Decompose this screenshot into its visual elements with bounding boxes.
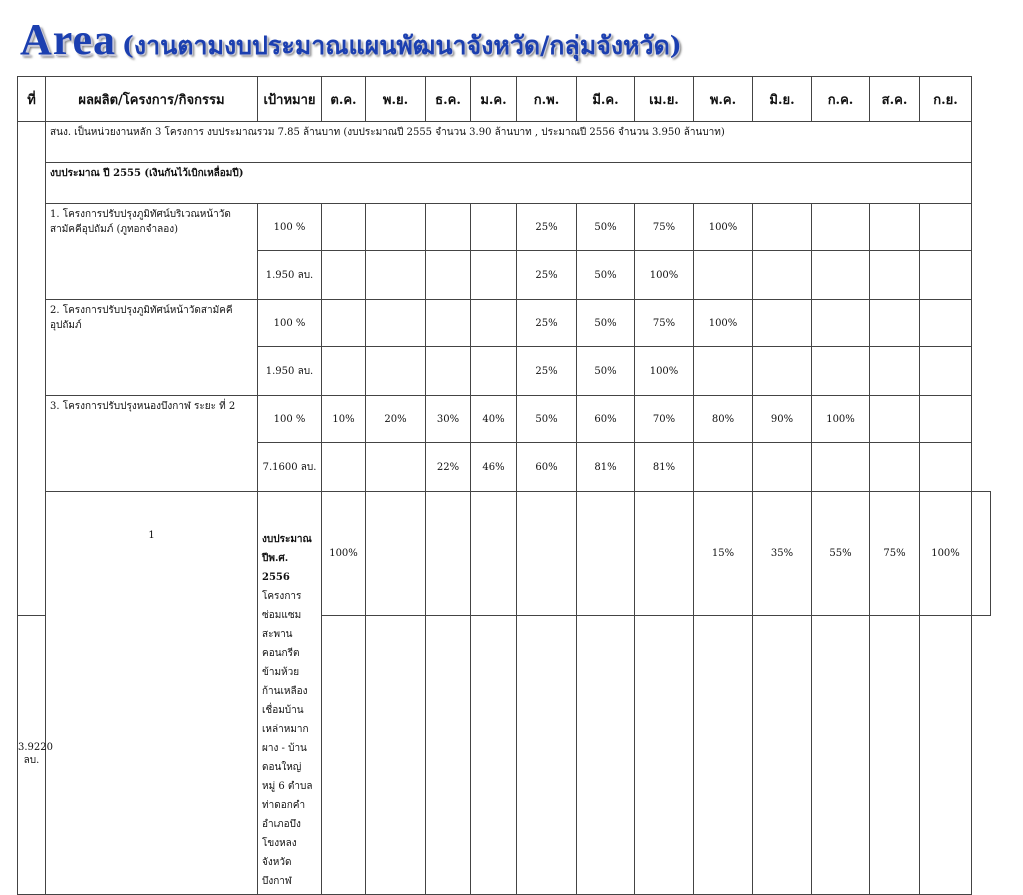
month-cell	[426, 251, 471, 300]
month-cell: 25%	[517, 300, 577, 347]
target-cell: 7.1600 ลบ.	[258, 443, 322, 492]
month-cell	[635, 615, 694, 894]
month-cell	[426, 347, 471, 396]
month-cell: 46%	[471, 443, 517, 492]
project-row	[18, 204, 991, 251]
month-cell	[870, 251, 920, 300]
column-header: มี.ค.	[577, 77, 635, 122]
month-cell	[870, 204, 920, 251]
month-cell: 55%	[812, 492, 870, 616]
month-cell	[366, 443, 426, 492]
month-cell	[577, 615, 635, 894]
month-cell	[322, 347, 366, 396]
month-cell: 20%	[366, 396, 426, 443]
title-sub: (งานตามงบประมาณแผนพัฒนาจังหวัด/กลุ่มจังหวัด)	[122, 31, 682, 60]
project-row	[18, 300, 991, 347]
month-cell: 70%	[635, 396, 694, 443]
column-header: เป้าหมาย	[258, 77, 322, 122]
month-cell: 50%	[517, 396, 577, 443]
month-cell: 10%	[322, 396, 366, 443]
row-number-cell	[18, 122, 46, 616]
month-cell	[812, 615, 870, 894]
project-name: 2. โครงการปรับปรุงภูมิทัศน์หน้าวัดสามัคคีอุปถัมภ์	[46, 300, 258, 396]
month-cell: 100%	[694, 300, 753, 347]
month-cell	[812, 204, 870, 251]
month-cell	[972, 492, 991, 616]
month-cell: 60%	[577, 396, 635, 443]
column-header: ม.ค.	[471, 77, 517, 122]
header-row	[18, 77, 991, 122]
month-cell	[920, 300, 972, 347]
column-header: พ.ค.	[694, 77, 753, 122]
month-cell: 50%	[577, 347, 635, 396]
month-cell	[577, 492, 635, 616]
target-cell: 1.950 ลบ.	[258, 251, 322, 300]
month-cell	[635, 492, 694, 616]
month-cell: 81%	[577, 443, 635, 492]
month-cell	[920, 443, 972, 492]
target-cell: 100%	[322, 492, 366, 616]
month-cell: 50%	[577, 300, 635, 347]
month-cell: 22%	[426, 443, 471, 492]
month-cell	[322, 615, 366, 894]
month-cell	[920, 396, 972, 443]
month-cell	[366, 300, 426, 347]
month-cell: 25%	[517, 251, 577, 300]
column-header: ธ.ค.	[426, 77, 471, 122]
month-cell: 81%	[635, 443, 694, 492]
month-cell	[426, 204, 471, 251]
month-cell	[870, 396, 920, 443]
month-cell: 100%	[812, 396, 870, 443]
month-cell	[694, 615, 753, 894]
column-header: ก.ค.	[812, 77, 870, 122]
project-name: 3. โครงการปรับปรุงหนองบึงกาฬ ระยะ ที่ 2	[46, 396, 258, 492]
month-cell	[471, 347, 517, 396]
month-cell	[812, 347, 870, 396]
month-cell	[753, 251, 812, 300]
title-main: Area	[20, 15, 117, 64]
month-cell	[426, 300, 471, 347]
month-cell	[322, 443, 366, 492]
month-cell	[366, 204, 426, 251]
month-cell: 35%	[753, 492, 812, 616]
month-cell	[920, 347, 972, 396]
budget-2556-row	[18, 492, 991, 616]
month-cell: 100%	[694, 204, 753, 251]
month-cell: 75%	[635, 300, 694, 347]
month-cell: 50%	[577, 204, 635, 251]
month-cell	[366, 251, 426, 300]
month-cell: 100%	[635, 347, 694, 396]
month-cell: 80%	[694, 396, 753, 443]
month-cell: 75%	[635, 204, 694, 251]
month-cell	[471, 492, 517, 616]
month-cell	[322, 300, 366, 347]
plan-table	[17, 76, 991, 895]
target-cell: 100 %	[258, 396, 322, 443]
month-cell: 40%	[471, 396, 517, 443]
month-cell	[812, 443, 870, 492]
project-2556-desc: โครงการซ่อมแซมสะพานคอนกรีตข้ามห้วยก้านเหลืองเชื่อมบ้านเหล่าหมากผาง - บ้านดอนใหญ่ หมู่ 6 ตำบลท่าดอกคำ อำเภอบึงโขงหลง จังหวัดบึงกาฬ	[262, 591, 313, 887]
month-cell: 30%	[426, 396, 471, 443]
summary-row	[18, 122, 991, 163]
month-cell: 90%	[753, 396, 812, 443]
month-cell: 50%	[577, 251, 635, 300]
budget-2555-row	[18, 163, 991, 204]
month-cell	[753, 443, 812, 492]
month-cell	[870, 300, 920, 347]
summary-text: สนง. เป็นหน่วยงานหลัก 3 โครงการ งบประมาณรวม 7.85 ล้านบาท (งบประมาณปี 2555 จำนวน 3.90 ล้านบาท , ประมาณปี 2556 จำนวน 3.950 ล้านบาท)	[46, 122, 972, 163]
month-cell	[920, 615, 972, 894]
month-cell	[471, 300, 517, 347]
month-cell	[517, 492, 577, 616]
month-cell: 60%	[517, 443, 577, 492]
month-cell: 100%	[920, 492, 972, 616]
project-2556-name	[258, 492, 322, 895]
month-cell	[870, 443, 920, 492]
target-cell: 3.9220 ลบ.	[18, 615, 46, 894]
month-cell: 100%	[635, 251, 694, 300]
month-cell	[366, 347, 426, 396]
column-header: ส.ค.	[870, 77, 920, 122]
month-cell	[753, 615, 812, 894]
month-cell	[471, 204, 517, 251]
month-cell	[753, 204, 812, 251]
target-cell: 1.950 ลบ.	[258, 347, 322, 396]
month-cell	[471, 251, 517, 300]
budget-2555-label: งบประมาณ ปี 2555 (เงินกันไว้เบิกเหลื่อมปี)	[46, 163, 972, 204]
column-header: ต.ค.	[322, 77, 366, 122]
month-cell	[322, 204, 366, 251]
row-number: 1	[46, 492, 258, 895]
column-header: ก.พ.	[517, 77, 577, 122]
project-name: 1. โครงการปรับปรุงภูมิทัศน์บริเวณหน้าวัดสามัคคีอุปถัมภ์ (ภูทอกจำลอง)	[46, 204, 258, 300]
month-cell	[471, 615, 517, 894]
month-cell	[322, 251, 366, 300]
month-cell: 25%	[517, 347, 577, 396]
month-cell	[517, 615, 577, 894]
month-cell	[694, 443, 753, 492]
month-cell: 75%	[870, 492, 920, 616]
month-cell: 15%	[694, 492, 753, 616]
month-cell	[426, 492, 471, 616]
column-header: มิ.ย.	[753, 77, 812, 122]
target-cell: 100 %	[258, 300, 322, 347]
column-header: เม.ย.	[635, 77, 694, 122]
project-row	[18, 396, 991, 443]
month-cell	[753, 347, 812, 396]
month-cell	[920, 204, 972, 251]
month-cell	[812, 251, 870, 300]
target-cell: 100 %	[258, 204, 322, 251]
column-header: ก.ย.	[920, 77, 972, 122]
month-cell	[812, 300, 870, 347]
month-cell	[694, 251, 753, 300]
column-header: ผลผลิต/โครงการ/กิจกรรม	[46, 77, 258, 122]
month-cell: 25%	[517, 204, 577, 251]
page-title	[20, 14, 682, 66]
column-header: ที่	[18, 77, 46, 122]
month-cell	[426, 615, 471, 894]
month-cell	[366, 492, 426, 616]
month-cell	[870, 615, 920, 894]
month-cell	[870, 347, 920, 396]
project-2556-title: งบประมาณปีพ.ศ. 2556	[262, 534, 312, 583]
month-cell	[694, 347, 753, 396]
month-cell	[920, 251, 972, 300]
month-cell	[366, 615, 426, 894]
column-header: พ.ย.	[366, 77, 426, 122]
month-cell	[753, 300, 812, 347]
